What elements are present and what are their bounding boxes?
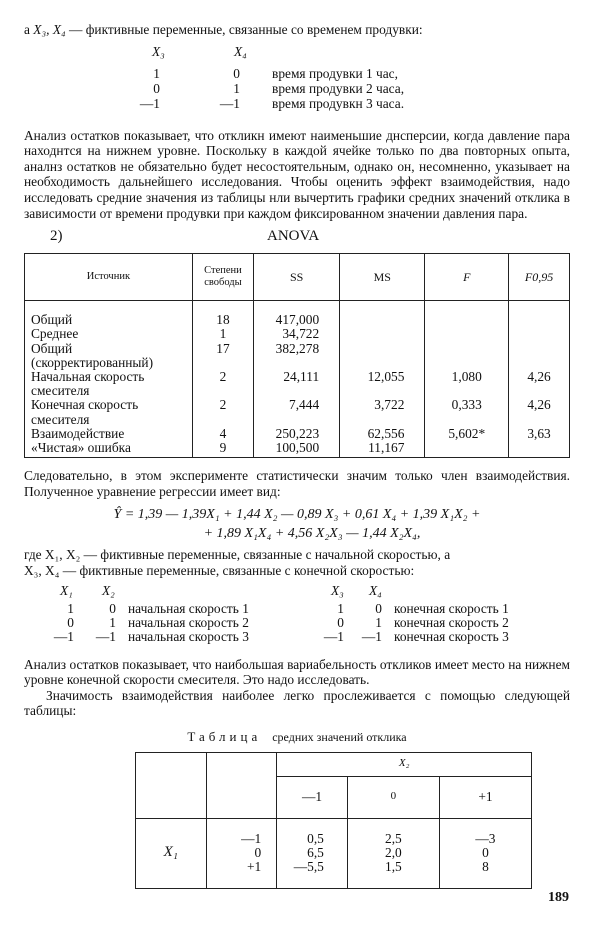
f-cell: 0,333 xyxy=(425,398,509,426)
x3-value: 1 xyxy=(153,65,160,81)
col-level: —1 xyxy=(277,776,348,818)
x1-value: 0 xyxy=(67,614,74,630)
f95-cell xyxy=(509,301,570,328)
f95-cell xyxy=(509,327,570,341)
code-label: начальная скорость 3 xyxy=(128,628,249,644)
mean-value: —3 xyxy=(475,831,496,847)
ss-cell: 34,722 xyxy=(254,327,340,341)
ms-cell: 62,556 xyxy=(340,427,425,441)
f-cell xyxy=(425,301,509,328)
anova-heading xyxy=(24,227,570,249)
source-cell: Среднее xyxy=(25,327,193,341)
row-level: +1 xyxy=(247,859,262,875)
table-row xyxy=(25,301,570,328)
source-cell: «Чистая» ошибка xyxy=(25,441,193,458)
header-x4: X₄ xyxy=(234,43,247,59)
f95-cell: 4,26 xyxy=(509,370,570,398)
x4-value: —1 xyxy=(361,628,382,644)
ss-cell: 7,444 xyxy=(254,398,340,426)
source-cell: Общий (скорректированный) xyxy=(25,342,193,370)
df-cell: 2 xyxy=(192,370,253,398)
paragraph-interaction: Значимость взаимодействия наиболее легко прослеживается с помощью следующей таблицы: xyxy=(24,687,570,719)
x1-value: 1 xyxy=(67,600,74,616)
col-f: F xyxy=(425,254,509,301)
code-label: начальная скорость 2 xyxy=(128,614,249,630)
code-row xyxy=(48,629,249,645)
mean-value: 0 xyxy=(482,845,489,861)
ss-cell: 417,000 xyxy=(254,301,340,328)
col-f95: F0,95 xyxy=(509,254,570,301)
row-levels xyxy=(206,818,277,888)
caption-label: Таблица xyxy=(187,728,262,744)
f-cell xyxy=(425,327,509,341)
col-source: Источник xyxy=(25,254,193,301)
intro-vars: X₃, X₄ xyxy=(33,22,66,37)
intro-line xyxy=(24,22,570,38)
mean-value: 8 xyxy=(482,859,489,875)
f-cell: 1,080 xyxy=(425,370,509,398)
paragraph-variability: Анализ остатков показывает, что наибольшая вариабельность откликов имеет место на нижнем уровне конечной скорости смесителя. Это надо исследовать. xyxy=(24,656,570,688)
row-level: 0 xyxy=(254,845,262,861)
header-x1: X₁ xyxy=(60,582,73,598)
code-label: конечная скорость 2 xyxy=(394,614,509,630)
df-cell: 9 xyxy=(192,441,253,458)
f95-cell: 4,26 xyxy=(509,398,570,426)
df-cell: 18 xyxy=(192,301,253,328)
f-cell: 5,602* xyxy=(425,427,509,441)
equation-line-1: Ŷ = 1,39 — 1,39X₁ + 1,44 X₂ — 0,89 X₃ + 0,61 X₄ + 1,39 X₁X₂ + xyxy=(113,507,481,523)
paragraph-conclusion: Следовательно, в этом эксперименте статистически значим только член взаимодействия. Полученное уравнение регрессии имеет вид: xyxy=(24,468,570,499)
section-number: 2) xyxy=(50,228,63,245)
x4-value: 0 xyxy=(375,600,382,616)
page-number: 189 xyxy=(548,890,569,905)
ss-cell: 100,500 xyxy=(254,441,340,458)
corner-cell xyxy=(206,752,277,818)
table-row xyxy=(25,342,570,370)
regression-equation xyxy=(24,505,570,543)
ms-cell xyxy=(340,301,425,328)
mean-value: 0,5 xyxy=(307,831,324,847)
source-cell: Начальная скорость смесителя xyxy=(25,370,193,398)
table-row xyxy=(25,327,570,341)
code-label: начальная скорость 1 xyxy=(128,600,249,616)
f95-cell: 3,63 xyxy=(509,427,570,441)
ss-cell: 250,223 xyxy=(254,427,340,441)
mean-value: 1,5 xyxy=(385,859,402,875)
x3-value: 1 xyxy=(337,600,344,616)
f-cell xyxy=(425,441,509,458)
means-table xyxy=(135,752,532,889)
x3-value: —1 xyxy=(139,95,160,111)
ss-cell: 24,111 xyxy=(254,370,340,398)
f95-cell xyxy=(509,441,570,458)
table-row xyxy=(25,427,570,441)
book-page xyxy=(24,22,570,889)
mean-value: 2,0 xyxy=(385,845,402,861)
ms-cell xyxy=(340,342,425,370)
equation-line-2: + 1,89 X₁X₄ + 4,56 X₂X₃ — 1,44 X₂X₄, xyxy=(203,526,421,542)
table-row xyxy=(25,441,570,458)
speed-codes xyxy=(24,579,570,645)
df-cell: 1 xyxy=(192,327,253,341)
ms-cell: 11,167 xyxy=(340,441,425,458)
code-row xyxy=(318,629,509,645)
x4-value: 0 xyxy=(233,65,240,81)
x3-value: 0 xyxy=(337,614,344,630)
code-row xyxy=(134,96,404,112)
ms-cell: 3,722 xyxy=(340,398,425,426)
means-table-caption xyxy=(24,729,570,746)
header-x4: X₄ xyxy=(369,582,382,598)
f95-cell xyxy=(509,342,570,370)
df-cell: 4 xyxy=(192,427,253,441)
source-cell: Общий xyxy=(25,301,193,328)
code-row xyxy=(134,81,404,97)
table-row xyxy=(25,398,570,426)
mean-value: 2,5 xyxy=(385,831,402,847)
code-row xyxy=(134,66,398,82)
intro-prefix: а xyxy=(24,22,34,37)
source-cell: Взаимодействие xyxy=(25,427,193,441)
where-line-2: X₃, X₄ — фиктивные переменные, связанные с конечной скоростью: xyxy=(24,562,415,578)
ms-cell: 12,055 xyxy=(340,370,425,398)
code-label: конечная скорость 1 xyxy=(394,600,509,616)
x1-value: —1 xyxy=(53,628,74,644)
col-ss: SS xyxy=(254,254,340,301)
ss-cell: 382,278 xyxy=(254,342,340,370)
mean-value: —5,5 xyxy=(293,859,324,875)
f-cell xyxy=(425,342,509,370)
code-label: время продувки 1 час, xyxy=(272,65,398,81)
anova-title: ANOVA xyxy=(267,228,320,245)
x4-value: 1 xyxy=(375,614,382,630)
source-cell: Конечная скорость смесителя xyxy=(25,398,193,426)
col-var-header: X₂ xyxy=(277,752,532,776)
paragraph-where xyxy=(24,547,570,578)
paragraph-residuals: Анализ остатков показывает, что откликн имеют наименьшие днсперсии, когда давление пара находнтся на нижнем уровне. Поскольку в каждой ячейке только по два повторных опыта, аналнз остатков не обязательно будет несостоятельным, однако он, несомненно, указывает на необходимость дальнейшего исследования. Чтобы оценить эффект взаимодействия, надо исследовать средние значения из таблицы нли вычертить графики средних значений отклика в зависимости от времени продувки при каждом фиксированном значении давления пара. xyxy=(24,127,570,221)
x2-value: —1 xyxy=(95,628,116,644)
row-var-header: X₁ xyxy=(136,818,207,888)
code-label: время продувкн 3 часа. xyxy=(272,95,405,111)
col-ms: MS xyxy=(340,254,425,301)
value-column xyxy=(347,818,439,888)
header-x3: X₃ xyxy=(331,582,344,598)
table-row xyxy=(25,370,570,398)
x4-value: 1 xyxy=(233,80,240,96)
x4-value: —1 xyxy=(219,95,240,111)
corner-cell xyxy=(136,752,207,818)
code-label: конечная скорость 3 xyxy=(394,628,509,644)
where-line-1: где X₁, X₂ — фиктивные переменные, связанные с начальной скоростью, а xyxy=(24,547,451,563)
anova-table xyxy=(24,253,570,458)
df-cell: 2 xyxy=(192,398,253,426)
code-label: время продувки 2 часа, xyxy=(272,80,405,96)
col-level: 0 xyxy=(347,776,439,818)
header-x3: X₃ xyxy=(152,43,165,59)
mean-value: 6,5 xyxy=(307,845,324,861)
df-cell: 17 xyxy=(192,342,253,370)
value-column xyxy=(277,818,348,888)
caption-text: средних значений отклика xyxy=(272,729,407,744)
x3-value: 0 xyxy=(153,80,160,96)
col-level: +1 xyxy=(439,776,531,818)
ms-cell xyxy=(340,327,425,341)
row-level: —1 xyxy=(241,831,262,847)
col-df: Степени свободы xyxy=(192,254,253,301)
anova-header-row xyxy=(25,254,570,301)
x2-value: 1 xyxy=(109,614,116,630)
intro-text: — фиктивные переменные, связанные со временем продувки: xyxy=(65,22,423,37)
header-x2: X₂ xyxy=(102,582,115,598)
value-column xyxy=(439,818,531,888)
blow-time-codes xyxy=(24,38,570,124)
x2-value: 0 xyxy=(109,600,116,616)
x3-value: —1 xyxy=(323,628,344,644)
